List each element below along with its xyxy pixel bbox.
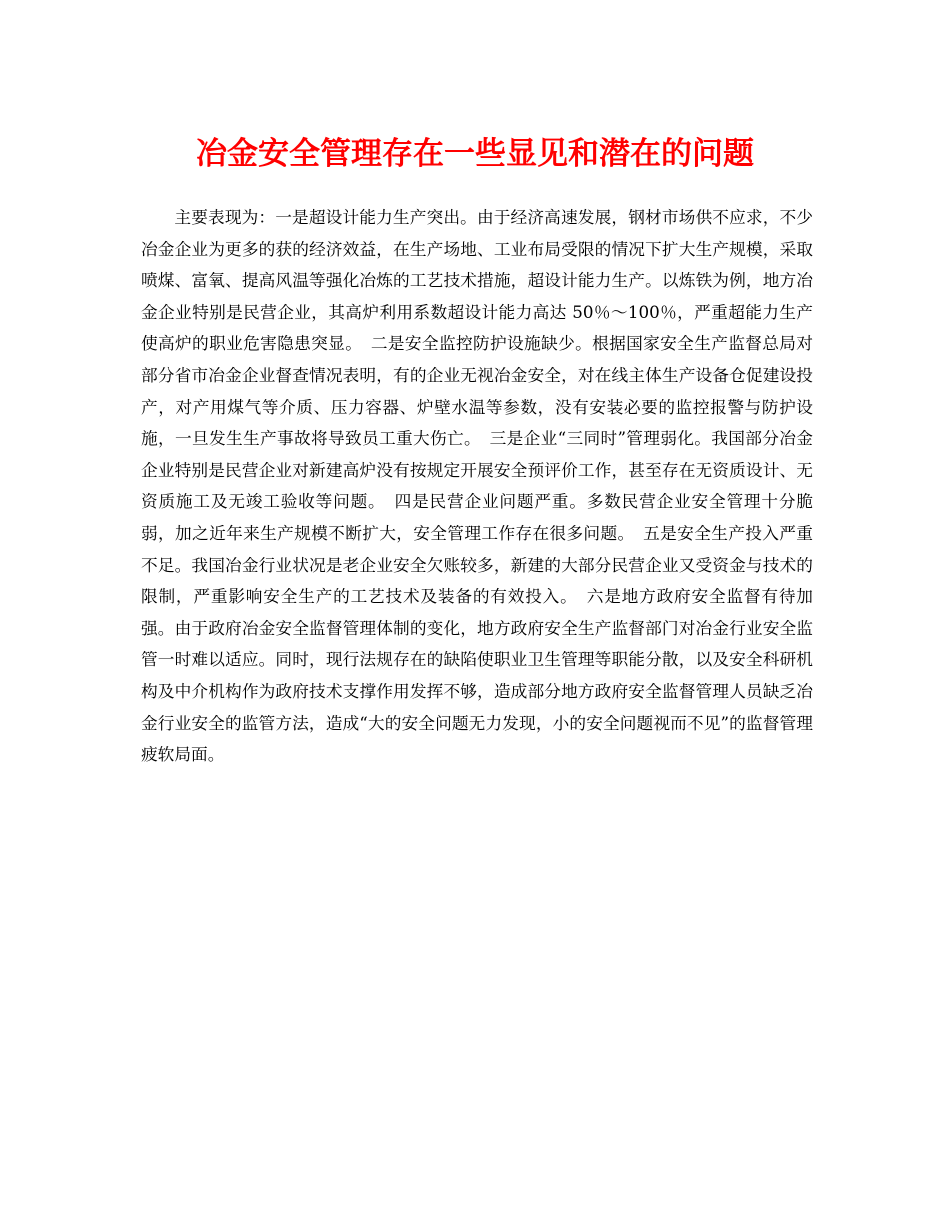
- document-body-paragraph: 主要表现为：一是超设计能力生产突出。由于经济高速发展，钢材市场供不应求，不少冶金企业为更多的获的经济效益，在生产场地、工业布局受限的情况下扩大生产规模，采取喷煤、富氧、提高风温等强化冶炼的工艺技术措施，超设计能力生产。以炼铁为例，地方冶金企业特别是民营企业，其高炉利用系数超设计能力高达 50％～100％，严重超能力生产使高炉的职业危害隐患突显。 二是安全监控防护设施缺少。根据国家安全生产监督总局对部分省市冶金企业督查情况表明，有的企业无视冶金安全，对在线主体生产设备仓促建设投产，对产用煤气等介质、压力容器、炉壁水温等参数，没有安装必要的监控报警与防护设施，一旦发生生产事故将导致员工重大伤亡。 三是企业“三同时”管理弱化。我国部分冶金企业特别是民营企业对新建高炉没有按规定开展安全预评价工作，甚至存在无资质设计、无资质施工及无竣工验收等问题。 四是民营企业问题严重。多数民营企业安全管理十分脆弱，加之近年来生产规模不断扩大，安全管理工作存在很多问题。 五是安全生产投入严重不足。我国冶金行业状况是老企业安全欠账较多，新建的大部分民营企业又受资金与技术的限制，严重影响安全生产的工艺技术及装备的有效投入。 六是地方政府安全监督有待加强。由于政府冶金安全监督管理体制的变化，地方政府安全生产监督部门对冶金行业安全监管一时难以适应。同时，现行法规存在的缺陷使职业卫生管理等职能分散，以及安全科研机构及中介机构作为政府技术支撑作用发挥不够，造成部分地方政府安全监督管理人员缺乏冶金行业安全的监管方法，造成“大的安全问题无力发现，小的安全问题视而不见”的监督管理疲软局面。: [141, 207, 813, 765]
- document-title: 冶金安全管理存在一些显见和潜在的问题: [196, 136, 754, 172]
